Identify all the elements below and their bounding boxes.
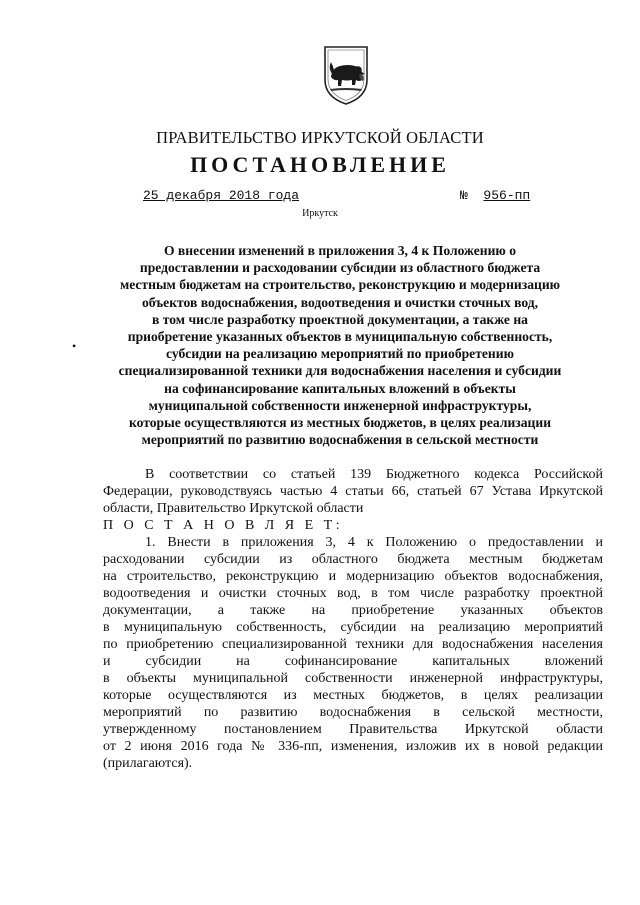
item1-line: 1. Внести в приложения 3, 4 к Положению о предоставлении и: [145, 535, 603, 550]
resolves-heading: П О С Т А Н О В Л Я Е Т:: [103, 518, 344, 533]
title-line: приобретение указанных объектов в муниципальную собственность,: [127, 329, 553, 345]
document-city: Иркутск: [302, 208, 338, 219]
item1-line: (прилагаются).: [103, 756, 193, 771]
title-line: в том числе разработку проектной документации, а также на: [152, 311, 528, 327]
title-line: объектов водоснабжения, водоотведения и очистки сточных вод,: [141, 294, 539, 310]
item1-line: в муниципальную собственность, субсидии на реализацию мероприятий: [103, 620, 603, 635]
document-body: [103, 466, 603, 772]
title-line: которые осуществляются из местных бюджетов, в целях реализации: [128, 415, 552, 431]
preamble-line: области, Правительство Иркутской области: [103, 501, 364, 516]
preamble-line: В соответствии со статьей 139 Бюджетного кодекса Российской: [145, 467, 603, 482]
item1-line: расходовании субсидии из областного бюджета местным бюджетам: [103, 552, 603, 567]
preamble-line: Федерации, руководствуясь частью 4 статьи 66, статьей 67 Устава Иркутской: [103, 484, 603, 499]
item1-line: по приобретению специализированной техники для водоснабжения населения: [103, 637, 603, 652]
title-line: мероприятий по развитию водоснабжения в сельской местности: [141, 432, 539, 448]
item1-line: утвержденному постановлением Правительства Иркутской области: [103, 722, 603, 737]
number-value: 956-пп: [483, 188, 531, 203]
title-line: местным бюджетам на строительство, реконструкцию и модернизацию: [119, 277, 561, 293]
number-sign: №: [460, 188, 468, 203]
title-line: муниципальной собственности инженерной инфраструктуры,: [148, 397, 532, 413]
document-type: ПОСТАНОВЛЕНИЕ: [190, 152, 450, 177]
title-line: субсидии на реализацию мероприятий по приобретению: [166, 346, 514, 362]
item1-line: мероприятий по развитию водоснабжения в сельской местности,: [103, 705, 603, 720]
item1-line: от 2 июня 2016 года № 336-пп, изменения, изложив их в новой редакции: [103, 739, 603, 754]
irkutsk-coat-of-arms-icon: [321, 44, 371, 106]
document-number: [460, 188, 530, 203]
title-line: предоставлении и расходовании субсидии из областного бюджета: [139, 260, 541, 276]
item1-line: водоотведения и очистки сточных вод, в том числе разработку проектной: [103, 586, 603, 601]
title-line: специализированной техники для водоснабжения населения и субсидии: [118, 363, 562, 379]
government-name: ПРАВИТЕЛЬСТВО ИРКУТСКОЙ ОБЛАСТИ: [156, 128, 484, 147]
item1-line: документации, а также на приобретение указанных объектов: [103, 603, 603, 618]
margin-mark: •: [72, 339, 77, 353]
document-title: [80, 242, 600, 448]
document-date: [143, 188, 299, 203]
title-line: на софинансирование капитальных вложений в объекты: [164, 380, 516, 396]
item1-line: и субсидии на софинансирование капитальных вложений: [103, 654, 603, 669]
item1-line: на строительство, реконструкцию и модернизацию объектов водоснабжения,: [103, 569, 603, 584]
item1-line: в объекты муниципальной собственности инженерной инфраструктуры,: [103, 671, 603, 686]
item1-line: которые осуществляются из местных бюджетов, в целях реализации: [103, 688, 603, 703]
date-value: 25 декабря 2018 года: [143, 188, 300, 203]
title-line: О внесении изменений в приложения 3, 4 к Положению о: [163, 243, 517, 258]
